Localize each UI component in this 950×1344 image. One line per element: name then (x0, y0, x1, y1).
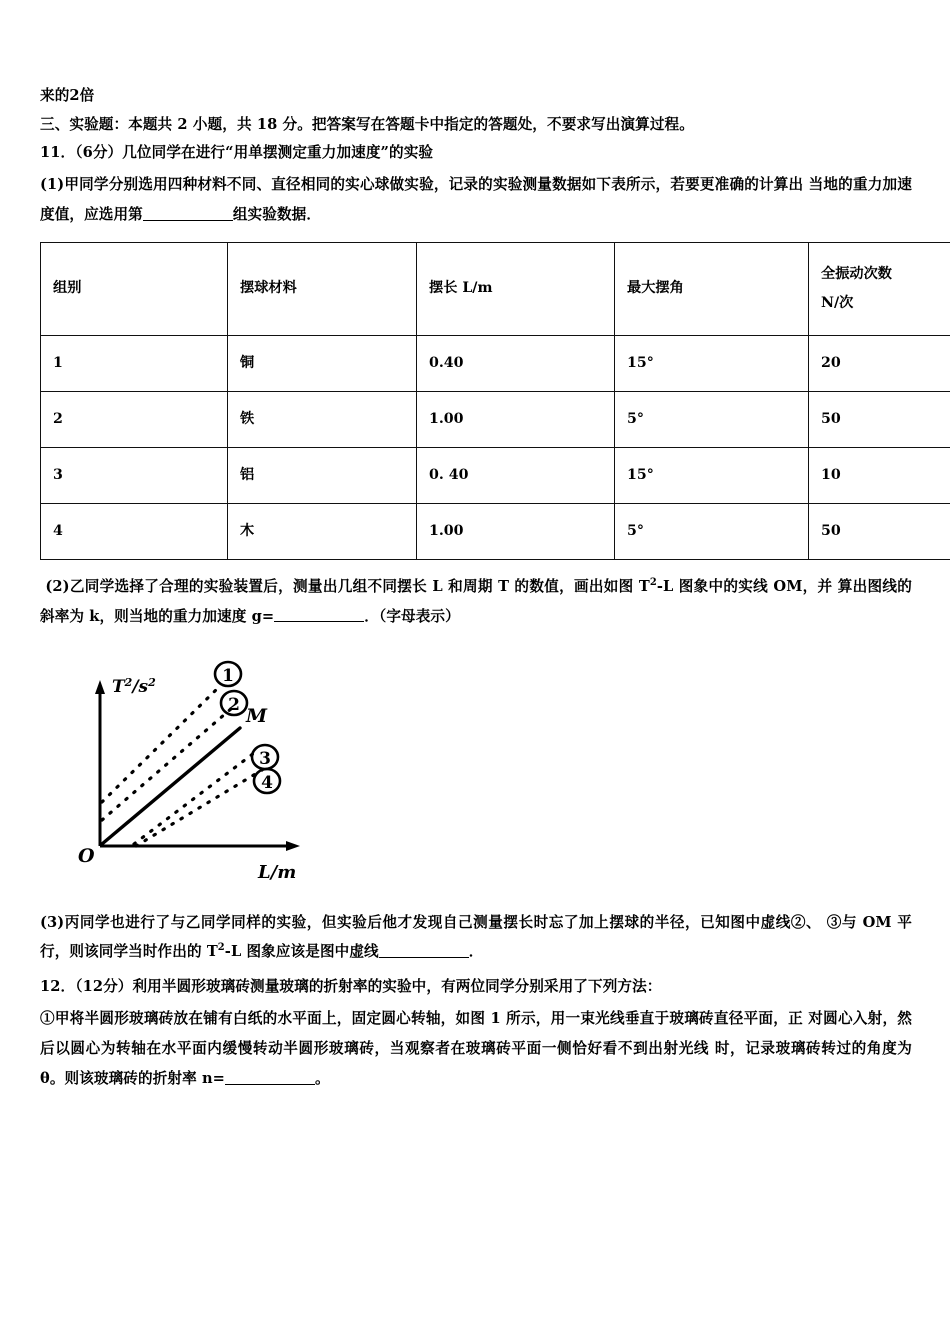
answer-blank-group[interactable] (143, 206, 233, 221)
t2-l-graph-figure (62, 650, 392, 890)
cell-length: 0. 40 (417, 447, 615, 503)
question-11-part2 (40, 572, 912, 632)
question-12-method1 (40, 1004, 912, 1094)
curve-label-4 (254, 769, 280, 793)
table-row (41, 447, 950, 503)
header-cell-material: 摆球材料 (228, 242, 417, 335)
cell-material: 铁 (228, 391, 417, 447)
cell-material: 木 (228, 503, 417, 559)
pendulum-data-table (40, 242, 950, 560)
x-axis-arrowhead (286, 841, 300, 851)
cell-max-angle: 5° (615, 391, 809, 447)
curve-label-2 (221, 691, 247, 715)
svg-text:4: 4 (261, 772, 273, 793)
cell-max-angle: 15° (615, 335, 809, 391)
curve-label-1 (215, 662, 241, 686)
cell-group: 2 (41, 391, 228, 447)
q12-method1-line2: 对圆心入射，然后以圆心为转轴在水平面内缓慢转动半圆形玻璃砖，当观察者在玻璃砖平面一侧恰好看不到出射光线 (40, 1010, 913, 1057)
question-11-title: 11．（6分）几位同学在进行“用单摆测定重力加速度”的实验 (40, 144, 434, 162)
header-cell-max-angle: 最大摆角 (615, 242, 809, 335)
header-oscillations-line2: N/次 (821, 294, 854, 311)
q11-part3-line2-b: -L 图象应该是图中虚线 (224, 943, 379, 961)
cell-oscillations: 20 (809, 335, 950, 391)
q11-part3-line2-c: ． (468, 943, 484, 961)
q11-part1-text-c: 组实验数据． (232, 205, 322, 223)
t2-l-graph-svg (62, 650, 392, 890)
carryover-line: 来的2倍 (40, 87, 95, 104)
q11-part1-text-b: 当地的重力加速度值，应选用第 (40, 175, 912, 223)
q11-part2-line2-a: 算出图线的斜率为 k，则当地的重力加速度 g= (40, 577, 913, 625)
q11-part1-text-a: (1)甲同学分别选用四种材料不同、直径相同的实心球做实验，记录的实验测量数据如下表所示，若要更准确的计算出 (40, 175, 804, 193)
cell-max-angle: 5° (615, 503, 809, 559)
svg-text:1: 1 (222, 665, 234, 686)
q12-method1-line3-b: 。 (315, 1069, 330, 1087)
table-header-row (41, 242, 950, 335)
cell-oscillations: 50 (809, 503, 950, 559)
q12-method1-line1: ①甲将半圆形玻璃砖放在铺有白纸的水平面上，固定圆心转轴，如图 1 所示，用一束光线垂直于玻璃砖直径平面，正 (40, 1010, 803, 1027)
q11-part2-line1-b: -L 图象中的实线 OM，并 (656, 577, 833, 595)
cell-oscillations: 10 (809, 447, 950, 503)
answer-blank-refractive-index[interactable] (225, 1070, 315, 1085)
q11-part3-superscript: 2 (217, 942, 225, 954)
cell-oscillations: 50 (809, 391, 950, 447)
cell-material: 铝 (228, 447, 417, 503)
table-body (41, 335, 950, 559)
dotted-line-4 (136, 770, 262, 846)
q11-part2-superscript: 2 (649, 576, 657, 588)
table-row (41, 335, 950, 391)
svg-text:2: 2 (228, 694, 240, 715)
answer-blank-dashed-line[interactable] (379, 943, 469, 958)
cell-group: 4 (41, 503, 228, 559)
header-oscillations-line1: 全振动次数 (821, 265, 892, 282)
dotted-line-1 (102, 686, 220, 802)
dotted-line-2 (102, 708, 232, 820)
table-row (41, 503, 950, 559)
origin-label: O (78, 844, 95, 867)
q11-part3-line2-a: ③与 OM 平行，则该同学当时作出的 T (40, 913, 912, 961)
table-header (41, 242, 950, 335)
question-11-part1 (40, 170, 912, 230)
q11-part3-line1: (3)丙同学也进行了与乙同学同样的实验，但实验后他才发现自己测量摆长时忘了加上摆球的半径，已知图中虚线②、 (40, 913, 822, 931)
curve-label-3 (252, 745, 278, 769)
table-row (41, 391, 950, 447)
question-12-title: 12．（12分）利用半圆形玻璃砖测量玻璃的折射率的实验中，有两位同学分别采用了下列方法： (40, 978, 662, 996)
question-11-part3 (40, 908, 912, 968)
header-cell-group: 组别 (41, 242, 228, 335)
page-content (40, 84, 912, 1102)
cell-max-angle: 15° (615, 447, 809, 503)
cell-length: 1.00 (417, 503, 615, 559)
cell-group: 3 (41, 447, 228, 503)
section-heading: 三、实验题：本题共 2 小题，共 18 分。把答案写在答题卡中指定的答题处，不要求写出演算过程。 (40, 115, 694, 133)
header-cell-oscillations (809, 242, 950, 335)
cell-length: 0.40 (417, 335, 615, 391)
svg-text:3: 3 (259, 748, 271, 769)
point-m-label: M (246, 704, 268, 727)
header-cell-length: 摆长 L/m (417, 242, 615, 335)
cell-length: 1.00 (417, 391, 615, 447)
q12-method1-line3-a: 时，记录玻璃砖转过的角度为 θ。则该玻璃砖的折射率 n= (40, 1039, 912, 1087)
q11-part2-line1-a: (2)乙同学选择了合理的实验装置后，测量出几组不同摆长 L 和周期 T 的数值，画出如图 T (45, 577, 650, 595)
answer-blank-gravity[interactable] (274, 608, 364, 623)
cell-material: 铜 (228, 335, 417, 391)
y-axis-arrowhead (95, 680, 105, 694)
x-axis-label: L/m (258, 861, 297, 883)
cell-group: 1 (41, 335, 228, 391)
solid-line-om (102, 728, 240, 844)
q11-part2-line2-b: ．（字母表示） (364, 607, 460, 625)
y-axis-label: $T^2/s^2$ (112, 675, 156, 697)
